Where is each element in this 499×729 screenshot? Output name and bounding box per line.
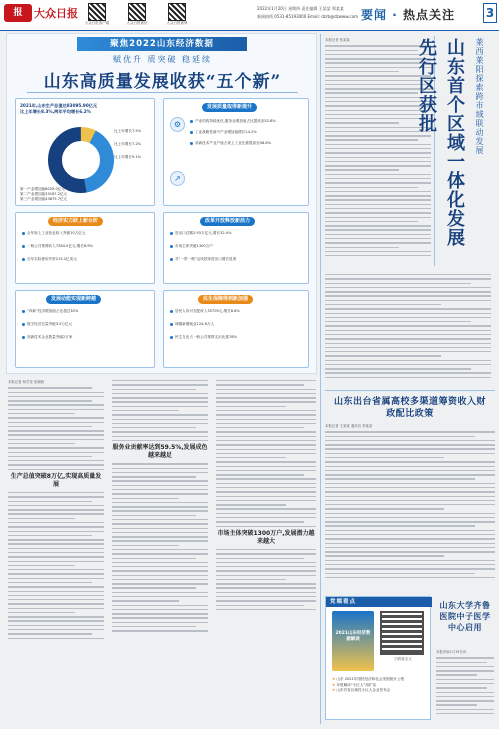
strength-pill: 经济实力跃上新台阶 <box>48 217 103 226</box>
kinetic-item-1: “四新”经济增加值占比超过30% <box>27 309 79 313</box>
opening-pill: 改革开放释放新活力 <box>200 217 255 226</box>
story1-kicker: 莱西莱阳探索跨市域联动发展 <box>475 38 484 155</box>
gdp-donut-chart <box>46 125 116 195</box>
kinetic-item-3: 高新技术企业数量突破2万家 <box>27 335 73 339</box>
promo-line-3: 山东共有区域性小巨人企业发布会 <box>336 688 391 692</box>
opening-item-2: 市场主体突破1300万户 <box>175 244 213 248</box>
opening-item-1: 进出口总额2.93万亿元,增长32.4% <box>175 231 232 235</box>
bullet-icon <box>22 258 25 261</box>
article-col-1 <box>8 380 104 723</box>
factory-icon: ⚙ <box>170 117 185 132</box>
donut-label-1: 第一产业增加值6029.0亿元 <box>20 187 65 191</box>
column-divider <box>320 34 321 724</box>
livelihood-item-3: 民生支出占一般公共预算支出比重78% <box>175 335 237 339</box>
star-icon: ★ <box>332 682 336 687</box>
bullet-icon <box>22 310 25 313</box>
bullet-icon <box>170 310 173 313</box>
contact-meta: 新闻热线 0531-85193000 Email: dzrb@dzwww.com <box>257 14 358 19</box>
qr-code-icon[interactable] <box>380 611 424 655</box>
header-rule <box>0 30 499 31</box>
livelihood-panel <box>163 290 309 368</box>
kinetic-list <box>22 309 150 340</box>
opening-item-3: 对“一带一路”沿线国家进出口增长显著 <box>175 257 237 261</box>
bullet-icon <box>190 120 193 123</box>
bullet-icon <box>170 232 173 235</box>
gdp-note-1: 比上年增长7.5% <box>114 129 142 133</box>
promo-poster-title: 2021山东经济数据解读 <box>335 631 371 642</box>
bullet-icon <box>22 323 25 326</box>
article-text-block <box>8 387 104 470</box>
bullet-icon <box>190 131 193 134</box>
story3-byline: 本报济南1月19日讯 <box>436 650 467 654</box>
gdp-note-3: 比上年增长9.1% <box>114 155 142 159</box>
article-text-block <box>112 380 208 441</box>
article-text-block <box>112 463 208 631</box>
chart-up-icon: ↗ <box>170 171 185 186</box>
section-separator: · <box>392 8 398 22</box>
section-title <box>361 6 455 23</box>
livelihood-item-1: 居民人均可支配收入35705元,增长8.6% <box>175 309 240 313</box>
story-separator <box>325 390 495 391</box>
section-name-b: 热点关注 <box>402 8 455 22</box>
kinetic-panel <box>15 290 155 368</box>
title-rule <box>27 92 298 93</box>
story3-text <box>436 657 494 714</box>
strength-item-2: 一般公共预算收入7284.5亿元,增长8.9% <box>27 244 93 248</box>
bullet-icon <box>170 245 173 248</box>
story3-headline: 山东大学齐鲁医院中子医学中心启用 <box>439 600 491 632</box>
bullet-icon <box>22 336 25 339</box>
star-icon: ★ <box>332 677 336 681</box>
newspaper-name: 大众日报 <box>34 7 78 20</box>
story1-text-cont <box>325 274 491 378</box>
qr-code-icon <box>88 3 106 21</box>
qr-caption-3: 大众日报微博 <box>166 21 188 25</box>
bullet-icon <box>190 142 193 145</box>
story2-byline: 本报记者 王某某 通讯员 李某某 <box>325 424 373 428</box>
quality-list <box>190 119 304 146</box>
section-name-a: 要闻 <box>361 8 388 22</box>
star-icon: ★ <box>332 688 336 692</box>
donut-label-2: 第二产业增加值33187.2亿元 <box>20 192 68 196</box>
promo-poster[interactable] <box>332 611 374 671</box>
article-byline: 本报记者 杨学莹 张晓帆 <box>8 380 45 384</box>
gdp-line-2: 比上年增长8.3%,两年平均增长6.2% <box>20 109 91 114</box>
infographic-ribbon: 聚焦2022山东经济数据 <box>77 37 247 51</box>
donut-label-3: 第三产业增加值43879.7亿元 <box>20 197 68 201</box>
story1-headline-block <box>416 38 492 258</box>
strength-panel <box>15 212 155 284</box>
bullet-icon <box>22 245 25 248</box>
article-subhead-2: 服务业贡献率达到59.5%,发展成色越来越足 <box>112 444 208 460</box>
gdp-side-notes <box>114 129 154 160</box>
promo-qr-caption: 扫码看全文 <box>394 657 412 661</box>
qr-caption-2: 大众日报微信 <box>126 21 148 25</box>
story1-col-b <box>325 274 491 386</box>
livelihood-pill: 民生保障得到新加强 <box>198 295 253 304</box>
bullet-icon <box>170 258 173 261</box>
story2-body <box>325 424 495 590</box>
strength-item-1: 全年规上工业营业收入突破10万亿元 <box>27 231 86 235</box>
story2-text <box>325 431 495 578</box>
quality-item-2: 工业战略性新兴产业增加值增长14.2% <box>195 130 257 134</box>
infographic <box>6 33 317 374</box>
page-number: 3 <box>483 3 497 23</box>
livelihood-list <box>170 309 304 340</box>
story1-headline: 山东首个区域一体化发展先行区获批 <box>416 38 465 247</box>
gdp-headline <box>20 103 97 115</box>
quality-panel <box>163 98 309 206</box>
promo-line-1: 山东 2021年国民经济和社会发展统计公报 <box>336 677 405 681</box>
promo-box <box>325 596 431 720</box>
livelihood-item-2: 城镇新增就业124.6万人 <box>175 322 215 326</box>
promo-line-2: 年报解读“小巨人”再扩容 <box>336 682 377 687</box>
opening-panel <box>163 212 309 284</box>
bullet-icon <box>22 232 25 235</box>
issue-meta: 2022年1月20日 星期四 责任编辑 王某某 郑某某 <box>257 6 344 11</box>
story2-headline: 山东出台省属高校多渠道筹资收入财政配比政策 <box>333 397 486 419</box>
qr-code-icon <box>168 3 186 21</box>
article-text-block <box>216 549 316 610</box>
infographic-title: 山东高质量发展收获“五个新” <box>43 72 282 92</box>
bullet-icon <box>170 323 173 326</box>
kinetic-item-2: 数字经济总量突破3.5万亿元 <box>27 322 73 326</box>
story3-body <box>436 650 494 722</box>
article-text-block <box>216 380 316 527</box>
article-subhead-1: 生产总值突破8万亿,实现高质量发展 <box>10 473 102 489</box>
masthead <box>0 0 499 30</box>
strength-item-3: 全年实际使用外资215.2亿美元 <box>27 257 77 261</box>
gdp-note-2: 比上年增长7.2% <box>114 142 142 146</box>
article-text-block <box>8 492 104 639</box>
article-subhead-3: 市场主体突破1300万户,发展潜力越来越大 <box>217 529 315 545</box>
gdp-donut-legend <box>20 187 152 202</box>
newspaper-logo: 报 <box>4 4 32 22</box>
promo-list <box>332 677 428 694</box>
qr-code-icon <box>128 3 146 21</box>
qr-caption-1: 大众日报客户端 <box>84 21 110 25</box>
quality-item-3: 高新技术产业产值占规上工业比重提高至46.8% <box>195 141 272 145</box>
article-col-3 <box>216 380 316 723</box>
infographic-slogan: 赋优升 质突破 稳延续 <box>112 55 213 64</box>
article-col-2 <box>112 380 208 723</box>
promo-tag: 党端看点 <box>326 597 432 607</box>
gdp-line-1: 2021年,山东生产总值达83095.90亿元 <box>20 103 98 108</box>
story1-byline: 本报记者 张某某 <box>325 38 350 42</box>
quality-item-1: 产业结构持续优化,服务业增加值占比提高至52.8% <box>195 119 276 123</box>
gdp-panel <box>15 98 155 206</box>
strength-list <box>22 231 150 262</box>
kinetic-pill: 发展动能实现新跨越 <box>46 295 101 304</box>
opening-list <box>170 231 304 262</box>
bullet-icon <box>170 336 173 339</box>
quality-pill: 发展质量取得新提升 <box>202 103 257 112</box>
